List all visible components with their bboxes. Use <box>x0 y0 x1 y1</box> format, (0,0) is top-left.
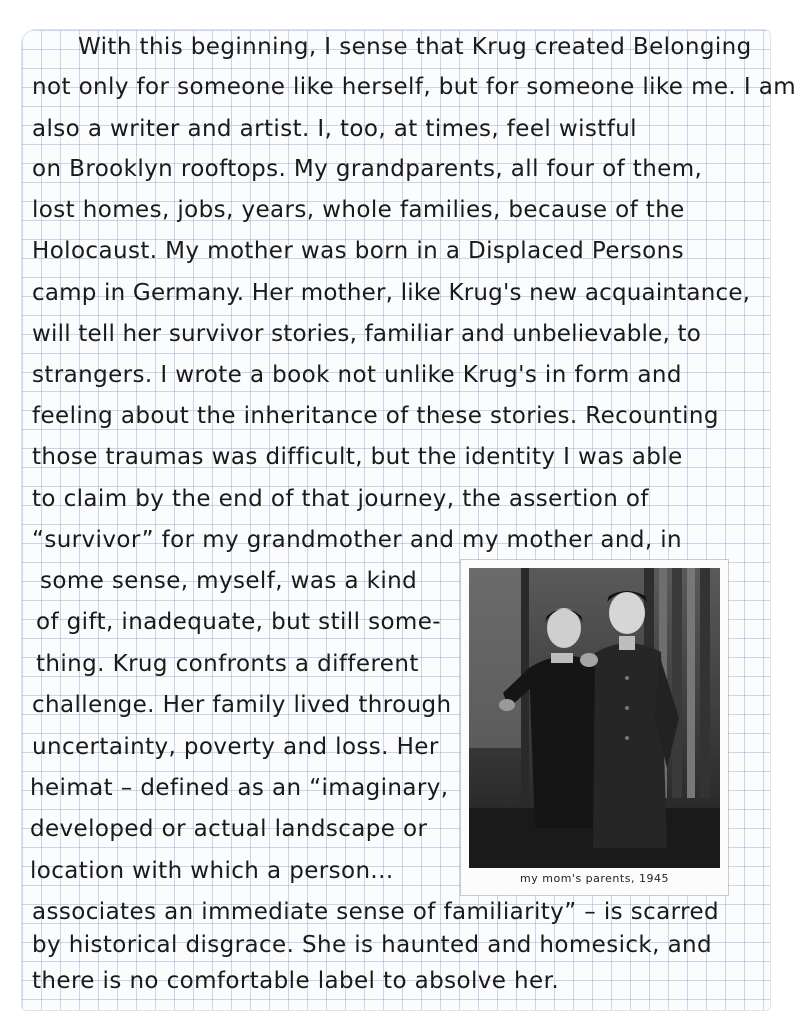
text-line: there is no comfortable label to absolve her. <box>32 968 560 994</box>
photo-card <box>461 560 728 895</box>
text-line: some sense, myself, was a kind <box>40 568 418 594</box>
text-line: will tell her survivor stories, familiar and unbelievable, to <box>32 321 701 347</box>
text-line: not only for someone like herself, but for someone like me. I am <box>32 74 797 100</box>
text-line: developed or actual landscape or <box>30 816 428 842</box>
text-line: also a writer and artist. I, too, at times, feel wistful <box>32 116 637 142</box>
text-line: With this beginning, I sense that Krug created Belonging <box>78 34 752 60</box>
text-line: to claim by the end of that journey, the assertion of <box>32 486 649 512</box>
text-line: challenge. Her family lived through <box>32 692 452 718</box>
text-line: associates an immediate sense of familiarity” – is scarred <box>32 899 719 925</box>
text-line: of gift, inadequate, but still some- <box>36 609 441 635</box>
photo-caption: my mom's parents, 1945 <box>520 872 669 885</box>
photo-illustration <box>469 568 720 868</box>
grandparents-photo <box>469 568 720 868</box>
text-line: on Brooklyn rooftops. My grandparents, all four of them, <box>32 156 703 182</box>
text-line: feeling about the inheritance of these stories. Recounting <box>32 403 719 429</box>
text-line: heimat – defined as an “imaginary, <box>30 775 449 801</box>
text-line: thing. Krug confronts a different <box>36 651 419 677</box>
text-line: Holocaust. My mother was born in a Displaced Persons <box>32 238 684 264</box>
text-line: uncertainty, poverty and loss. Her <box>32 734 439 760</box>
text-line: strangers. I wrote a book not unlike Krug's in form and <box>32 362 682 388</box>
text-line: lost homes, jobs, years, whole families, because of the <box>32 197 685 223</box>
text-line: by historical disgrace. She is haunted and homesick, and <box>32 932 713 958</box>
text-line: those traumas was difficult, but the identity I was able <box>32 444 683 470</box>
text-line: camp in Germany. Her mother, like Krug's new acquaintance, <box>32 280 751 306</box>
text-line: location with which a person... <box>30 858 394 884</box>
text-line: “survivor” for my grandmother and my mother and, in <box>32 527 683 553</box>
